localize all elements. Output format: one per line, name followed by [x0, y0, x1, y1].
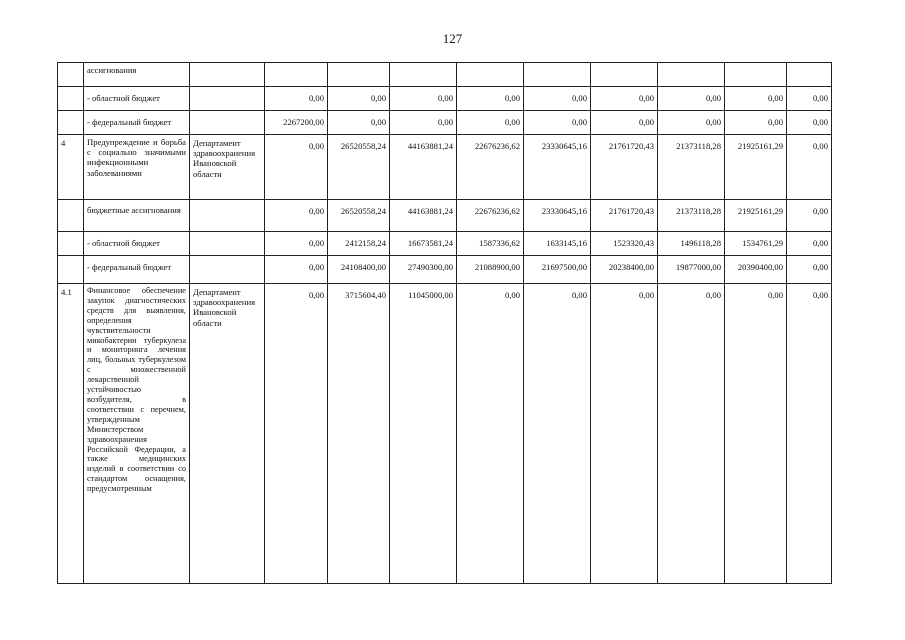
row-executor — [190, 63, 265, 87]
row-executor: Департамент здравоохранения Ивановской области — [190, 284, 265, 584]
value-cell: 0,00 — [787, 135, 832, 200]
value-cell: 21697500,00 — [524, 256, 591, 284]
value-cell: 0,00 — [524, 87, 591, 111]
value-cell: 21761720,43 — [591, 200, 658, 232]
value-cell: 0,00 — [658, 87, 725, 111]
row-name: - областной бюджет — [84, 232, 190, 256]
value-cell: 0,00 — [457, 87, 524, 111]
value-cell: 0,00 — [725, 87, 787, 111]
value-cell: 0,00 — [390, 111, 457, 135]
value-cell: 44163881,24 — [390, 135, 457, 200]
row-name: Предупреждение и борьба с социально значимыми инфекционными заболеваниями — [84, 135, 190, 200]
value-cell: 0,00 — [658, 111, 725, 135]
budget-table — [57, 62, 832, 584]
row-executor — [190, 256, 265, 284]
value-cell: 44163881,24 — [390, 200, 457, 232]
value-cell: 11045000,00 — [390, 284, 457, 584]
value-cell: 24108400,00 — [328, 256, 390, 284]
value-cell: 22676236,62 — [457, 200, 524, 232]
value-cell: 0,00 — [787, 284, 832, 584]
value-cell: 0,00 — [591, 87, 658, 111]
row-number — [58, 87, 84, 111]
value-cell: 0,00 — [787, 232, 832, 256]
value-cell: 0,00 — [725, 284, 787, 584]
value-cell: 20238400,00 — [591, 256, 658, 284]
row-name: - федеральный бюджет — [84, 111, 190, 135]
row-name: бюджетные ассигнования — [84, 200, 190, 232]
value-cell: 0,00 — [457, 284, 524, 584]
value-cell: 0,00 — [328, 111, 390, 135]
row-executor — [190, 87, 265, 111]
table-row — [58, 256, 832, 284]
value-cell: 0,00 — [787, 256, 832, 284]
row-number: 4.1 — [58, 284, 84, 584]
value-cell — [265, 63, 328, 87]
value-cell: 2412158,24 — [328, 232, 390, 256]
budget-table-body — [58, 63, 832, 584]
value-cell: 23330645,16 — [524, 135, 591, 200]
value-cell: 0,00 — [457, 111, 524, 135]
value-cell: 2267200,00 — [265, 111, 328, 135]
row-number — [58, 256, 84, 284]
table-row — [58, 63, 832, 87]
row-executor — [190, 111, 265, 135]
value-cell — [725, 63, 787, 87]
value-cell: 1496118,28 — [658, 232, 725, 256]
value-cell: 1633145,16 — [524, 232, 591, 256]
value-cell: 21088900,00 — [457, 256, 524, 284]
value-cell: 0,00 — [265, 135, 328, 200]
value-cell: 0,00 — [265, 232, 328, 256]
value-cell: 0,00 — [524, 284, 591, 584]
value-cell: 1587336,62 — [457, 232, 524, 256]
table-row — [58, 284, 832, 584]
value-cell: 0,00 — [725, 111, 787, 135]
row-number — [58, 200, 84, 232]
table-row — [58, 87, 832, 111]
value-cell: 21925161,29 — [725, 135, 787, 200]
value-cell — [328, 63, 390, 87]
value-cell: 23330645,16 — [524, 200, 591, 232]
value-cell: 20390400,00 — [725, 256, 787, 284]
page-number: 127 — [442, 31, 463, 46]
row-number — [58, 63, 84, 87]
row-executor — [190, 232, 265, 256]
row-executor — [190, 200, 265, 232]
value-cell: 0,00 — [524, 111, 591, 135]
value-cell: 0,00 — [787, 111, 832, 135]
table-row — [58, 232, 832, 256]
value-cell: 1523320,43 — [591, 232, 658, 256]
value-cell — [524, 63, 591, 87]
value-cell: 0,00 — [265, 87, 328, 111]
row-number: 4 — [58, 135, 84, 200]
value-cell: 21373118,28 — [658, 200, 725, 232]
value-cell: 16673581,24 — [390, 232, 457, 256]
value-cell — [787, 63, 832, 87]
table-row — [58, 135, 832, 200]
value-cell — [658, 63, 725, 87]
value-cell: 21761720,43 — [591, 135, 658, 200]
value-cell: 26520558,24 — [328, 135, 390, 200]
value-cell: 21925161,29 — [725, 200, 787, 232]
row-number — [58, 111, 84, 135]
value-cell: 0,00 — [591, 284, 658, 584]
row-name: - федеральный бюджет — [84, 256, 190, 284]
row-name: Финансовое обеспечение закупок диагностических средств для выявления, определения чувствительности микобактерии туберкулеза и мониторинга лечения лиц, больных туберкулезом с множественной лекарственной устойчивостью возбудителя, в соответствии с перечнем, утвержденным Министерством здравоохранения Российской Федерации, а также медицинских изделий в соответствии со стандартом оснащения, предусмотренным — [84, 284, 190, 584]
row-name: - областной бюджет — [84, 87, 190, 111]
value-cell: 0,00 — [265, 256, 328, 284]
value-cell: 0,00 — [658, 284, 725, 584]
row-executor: Департамент здравоохранения Ивановской области — [190, 135, 265, 200]
row-number — [58, 232, 84, 256]
table-row — [58, 111, 832, 135]
value-cell: 3715604,40 — [328, 284, 390, 584]
value-cell: 22676236,62 — [457, 135, 524, 200]
value-cell — [591, 63, 658, 87]
value-cell: 0,00 — [787, 87, 832, 111]
row-name: ассигнования — [84, 63, 190, 87]
value-cell: 0,00 — [787, 200, 832, 232]
value-cell: 0,00 — [265, 200, 328, 232]
table-row — [58, 200, 832, 232]
value-cell: 0,00 — [591, 111, 658, 135]
value-cell: 21373118,28 — [658, 135, 725, 200]
value-cell — [390, 63, 457, 87]
value-cell: 26520558,24 — [328, 200, 390, 232]
value-cell: 0,00 — [265, 284, 328, 584]
value-cell — [457, 63, 524, 87]
value-cell: 27490300,00 — [390, 256, 457, 284]
value-cell: 1534761,29 — [725, 232, 787, 256]
value-cell: 0,00 — [328, 87, 390, 111]
value-cell: 19877000,00 — [658, 256, 725, 284]
value-cell: 0,00 — [390, 87, 457, 111]
